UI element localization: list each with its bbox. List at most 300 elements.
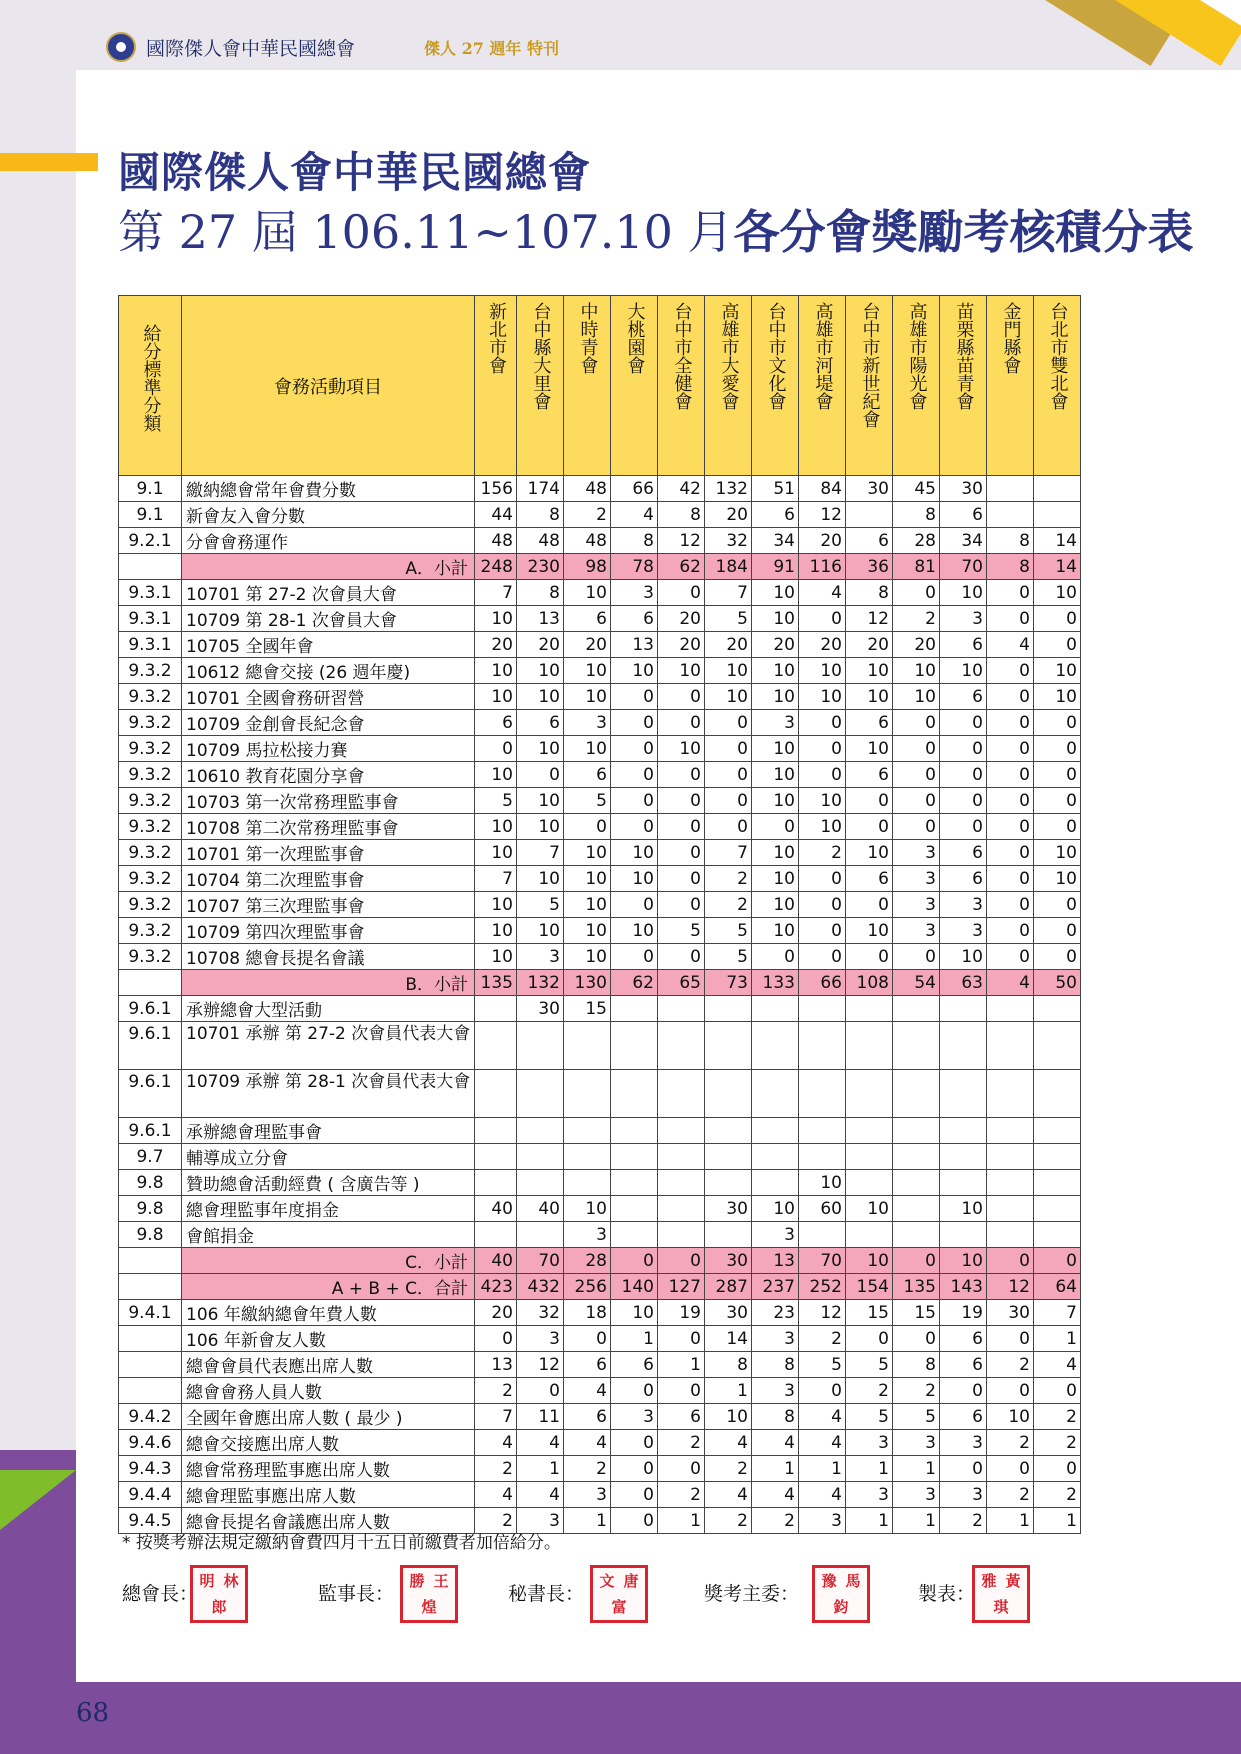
signature-label: 秘書長： (508, 1583, 585, 1605)
score-cell (752, 1144, 799, 1170)
score-cell: 10 (564, 580, 611, 606)
score-cell: 7 (475, 1404, 517, 1430)
activity-cell: 承辦總會大型活動 (182, 996, 475, 1022)
score-cell (846, 1144, 893, 1170)
score-cell: 1 (564, 1508, 611, 1534)
club-header: 台中縣大里會 (517, 296, 564, 476)
score-cell: 10 (475, 658, 517, 684)
category-cell: 9.3.1 (119, 606, 182, 632)
score-cell: 45 (893, 476, 940, 502)
score-cell: 10 (940, 658, 987, 684)
score-cell: 6 (940, 684, 987, 710)
table-row (119, 502, 1081, 528)
score-cell (1034, 1144, 1081, 1170)
category-cell: 9.8 (119, 1196, 182, 1222)
activity-cell: 10707 第三次理監事會 (182, 892, 475, 918)
score-cell: 0 (1034, 762, 1081, 788)
score-cell (517, 1144, 564, 1170)
score-cell: 2 (564, 502, 611, 528)
score-cell: 6 (564, 1404, 611, 1430)
score-cell: 34 (752, 528, 799, 554)
category-cell: 9.3.2 (119, 710, 182, 736)
score-cell (475, 1118, 517, 1144)
activity-cell: 10701 第 27-2 次會員大會 (182, 580, 475, 606)
score-cell (705, 1070, 752, 1118)
score-cell: 10 (752, 918, 799, 944)
score-cell: 0 (705, 710, 752, 736)
score-cell: 8 (752, 1404, 799, 1430)
score-cell: 154 (846, 1274, 893, 1300)
score-cell (1034, 476, 1081, 502)
score-cell: 3 (893, 918, 940, 944)
score-cell: 230 (517, 554, 564, 580)
signature-block (122, 1565, 1082, 1625)
score-cell: 6 (940, 840, 987, 866)
score-cell: 5 (846, 1352, 893, 1378)
score-cell: 2 (658, 1482, 705, 1508)
score-cell: 10 (517, 684, 564, 710)
score-cell (752, 996, 799, 1022)
score-cell (611, 1170, 658, 1196)
score-cell: 13 (517, 606, 564, 632)
score-cell (1034, 1222, 1081, 1248)
score-cell: 10 (611, 658, 658, 684)
score-cell: 3 (517, 1326, 564, 1352)
score-cell: 2 (564, 1456, 611, 1482)
score-cell: 10 (658, 658, 705, 684)
score-cell: 1 (658, 1508, 705, 1534)
score-cell (705, 1118, 752, 1144)
score-cell: 5 (799, 1352, 846, 1378)
score-cell: 73 (705, 970, 752, 996)
title-accent-bar (0, 153, 98, 171)
score-cell: 0 (987, 814, 1034, 840)
score-cell: 2 (1034, 1482, 1081, 1508)
score-cell: 0 (987, 1456, 1034, 1482)
score-cell: 10 (846, 658, 893, 684)
score-cell: 2 (987, 1352, 1034, 1378)
score-cell: 184 (705, 554, 752, 580)
score-cell (987, 1170, 1034, 1196)
score-cell: 12 (987, 1274, 1034, 1300)
score-cell: 10 (846, 840, 893, 866)
title-line2 (118, 196, 1193, 262)
score-cell: 65 (658, 970, 705, 996)
score-cell: 4 (799, 1430, 846, 1456)
score-cell: 6 (564, 762, 611, 788)
score-cell: 3 (752, 1326, 799, 1352)
activity-cell: A + B + C．合計 (182, 1274, 475, 1300)
club-header: 中時青會 (564, 296, 611, 476)
score-cell: 7 (475, 866, 517, 892)
score-cell: 10 (705, 1404, 752, 1430)
score-cell: 0 (564, 814, 611, 840)
score-cell: 1 (611, 1326, 658, 1352)
score-cell (893, 1196, 940, 1222)
category-cell: 9.3.2 (119, 736, 182, 762)
score-cell: 3 (893, 866, 940, 892)
footnote: * 按獎考辦法規定繳納會費四月十五日前繳費者加倍給分。 (122, 1533, 561, 1553)
activity-cell: 10701 第一次理監事會 (182, 840, 475, 866)
score-cell: 10 (611, 1300, 658, 1326)
score-cell: 14 (1034, 528, 1081, 554)
score-cell (799, 1070, 846, 1118)
score-cell: 2 (705, 892, 752, 918)
score-cell (1034, 502, 1081, 528)
score-cell: 60 (799, 1196, 846, 1222)
score-cell: 6 (940, 866, 987, 892)
title-line2-prefix: 第 27 屆 106.11~107.10 月 (118, 205, 734, 259)
score-cell: 0 (705, 736, 752, 762)
club-header: 高雄市河堤會 (799, 296, 846, 476)
activity-cell: 10709 馬拉松接力賽 (182, 736, 475, 762)
score-cell: 3 (893, 892, 940, 918)
score-cell: 2 (475, 1456, 517, 1482)
category-cell: 9.6.1 (119, 996, 182, 1022)
club-header: 台中市文化會 (752, 296, 799, 476)
score-cell: 5 (705, 918, 752, 944)
score-cell: 0 (799, 606, 846, 632)
score-cell (705, 996, 752, 1022)
score-cell: 10 (564, 866, 611, 892)
score-cell: 12 (846, 606, 893, 632)
score-cell: 3 (846, 1430, 893, 1456)
score-cell: 10 (752, 606, 799, 632)
category-cell: 9.3.2 (119, 866, 182, 892)
score-cell (1034, 1070, 1081, 1118)
score-cell: 0 (987, 944, 1034, 970)
score-cell: 6 (752, 502, 799, 528)
score-cell: 28 (564, 1248, 611, 1274)
score-cell: 2 (893, 1378, 940, 1404)
score-cell: 19 (658, 1300, 705, 1326)
score-cell: 0 (658, 788, 705, 814)
score-cell: 8 (846, 580, 893, 606)
score-cell: 10 (846, 1196, 893, 1222)
club-header: 高雄市陽光會 (893, 296, 940, 476)
score-cell: 50 (1034, 970, 1081, 996)
score-cell (987, 1070, 1034, 1118)
score-cell: 78 (611, 554, 658, 580)
score-cell: 10 (846, 918, 893, 944)
score-cell: 70 (799, 1248, 846, 1274)
score-cell: 0 (987, 658, 1034, 684)
score-cell: 0 (987, 1248, 1034, 1274)
score-cell: 19 (940, 1300, 987, 1326)
score-cell: 1 (517, 1456, 564, 1482)
score-cell (893, 1170, 940, 1196)
score-cell: 10 (1034, 658, 1081, 684)
score-cell: 1 (893, 1456, 940, 1482)
score-cell: 6 (611, 606, 658, 632)
score-cell: 10 (658, 736, 705, 762)
score-cell: 10 (564, 1196, 611, 1222)
score-cell: 0 (987, 580, 1034, 606)
score-cell: 0 (475, 736, 517, 762)
score-cell: 0 (987, 892, 1034, 918)
category-cell: 9.3.2 (119, 918, 182, 944)
score-cell: 6 (940, 1326, 987, 1352)
score-cell: 6 (940, 632, 987, 658)
score-cell (987, 1222, 1034, 1248)
score-cell: 8 (752, 1352, 799, 1378)
category-cell: 9.3.1 (119, 632, 182, 658)
score-cell: 133 (752, 970, 799, 996)
score-cell: 6 (940, 1404, 987, 1430)
score-cell: 15 (564, 996, 611, 1022)
activity-cell: B．小計 (182, 970, 475, 996)
decor-corner-stripes (901, 0, 1241, 70)
table-row (119, 1430, 1081, 1456)
score-cell: 6 (940, 1352, 987, 1378)
score-cell (987, 502, 1034, 528)
table-row (119, 1222, 1081, 1248)
table-header-row (119, 296, 1081, 476)
table-row (119, 736, 1081, 762)
score-cell: 30 (846, 476, 893, 502)
score-cell: 0 (705, 814, 752, 840)
score-cell (846, 1118, 893, 1144)
score-cell: 0 (752, 944, 799, 970)
table-body (119, 476, 1081, 1534)
score-cell: 48 (517, 528, 564, 554)
score-cell: 0 (517, 762, 564, 788)
score-cell: 3 (752, 710, 799, 736)
score-cell (893, 996, 940, 1022)
score-cell: 2 (705, 1508, 752, 1534)
score-cell: 10 (752, 788, 799, 814)
score-cell (799, 1144, 846, 1170)
score-cell: 2 (1034, 1404, 1081, 1430)
score-cell (475, 1022, 517, 1070)
score-cell (705, 1222, 752, 1248)
score-cell: 0 (1034, 814, 1081, 840)
score-cell: 0 (893, 944, 940, 970)
score-cell: 4 (987, 970, 1034, 996)
score-cell (846, 1222, 893, 1248)
activity-cell: 總會理監事年度捐金 (182, 1196, 475, 1222)
score-cell: 4 (564, 1430, 611, 1456)
score-cell: 0 (940, 762, 987, 788)
score-cell: 432 (517, 1274, 564, 1300)
score-cell: 127 (658, 1274, 705, 1300)
score-cell: 10 (517, 866, 564, 892)
category-cell: 9.3.2 (119, 658, 182, 684)
score-cell: 10 (940, 1196, 987, 1222)
score-cell (517, 1222, 564, 1248)
score-cell: 143 (940, 1274, 987, 1300)
table-row (119, 840, 1081, 866)
signature-label: 監事長： (318, 1583, 395, 1605)
score-cell: 4 (799, 580, 846, 606)
score-cell: 0 (611, 788, 658, 814)
category-cell: 9.3.2 (119, 814, 182, 840)
score-cell: 10 (752, 736, 799, 762)
score-cell: 0 (611, 1456, 658, 1482)
score-cell: 32 (517, 1300, 564, 1326)
category-cell: 9.3.2 (119, 892, 182, 918)
activity-cell: 總會理監事應出席人數 (182, 1482, 475, 1508)
score-cell: 20 (475, 1300, 517, 1326)
score-cell: 10 (475, 684, 517, 710)
score-cell: 0 (658, 1378, 705, 1404)
score-cell (987, 996, 1034, 1022)
score-cell: 135 (893, 1274, 940, 1300)
score-cell (611, 996, 658, 1022)
score-cell (752, 1118, 799, 1144)
score-cell: 3 (940, 1430, 987, 1456)
score-cell: 0 (799, 762, 846, 788)
score-cell: 20 (705, 632, 752, 658)
score-cell: 10 (846, 684, 893, 710)
score-cell: 10 (475, 892, 517, 918)
score-cell: 132 (517, 970, 564, 996)
score-cell: 6 (475, 710, 517, 736)
score-cell: 4 (987, 632, 1034, 658)
score-cell (893, 1144, 940, 1170)
table-row (119, 1482, 1081, 1508)
score-cell: 248 (475, 554, 517, 580)
score-cell: 0 (893, 788, 940, 814)
score-cell: 0 (658, 840, 705, 866)
club-header: 台中市全健會 (658, 296, 705, 476)
score-cell (846, 502, 893, 528)
score-cell: 10 (799, 814, 846, 840)
score-cell: 7 (475, 580, 517, 606)
subtotal-row (119, 970, 1081, 996)
score-cell: 10 (752, 684, 799, 710)
score-cell: 14 (1034, 554, 1081, 580)
score-cell: 0 (705, 762, 752, 788)
score-cell: 3 (846, 1482, 893, 1508)
score-cell: 3 (611, 1404, 658, 1430)
score-cell: 4 (705, 1482, 752, 1508)
category-cell: 9.4.1 (119, 1300, 182, 1326)
score-cell: 5 (658, 918, 705, 944)
activity-cell: 10701 全國會務研習營 (182, 684, 475, 710)
score-cell: 10 (799, 788, 846, 814)
score-cell: 10 (475, 840, 517, 866)
score-cell: 8 (705, 1352, 752, 1378)
score-cell: 0 (893, 1248, 940, 1274)
category-cell: 9.3.2 (119, 944, 182, 970)
score-cell: 174 (517, 476, 564, 502)
score-cell: 81 (893, 554, 940, 580)
score-cell: 8 (658, 502, 705, 528)
red-seal-stamp: 雅 黃 琪 (972, 1565, 1030, 1623)
table-row (119, 476, 1081, 502)
activity-cell: 10709 承辦 第 28-1 次會員代表大會 (182, 1070, 475, 1118)
score-cell (564, 1070, 611, 1118)
score-cell: 20 (564, 632, 611, 658)
category-cell: 9.6.1 (119, 1070, 182, 1118)
score-cell: 10 (564, 684, 611, 710)
score-cell (799, 1022, 846, 1070)
score-cell: 40 (475, 1248, 517, 1274)
score-cell: 0 (987, 788, 1034, 814)
score-cell: 4 (517, 1430, 564, 1456)
score-cell (517, 1118, 564, 1144)
score-cell: 252 (799, 1274, 846, 1300)
score-cell: 1 (893, 1508, 940, 1534)
table-row (119, 1118, 1081, 1144)
score-cell (940, 1022, 987, 1070)
score-cell: 10 (1034, 684, 1081, 710)
activity-cell: 輔導成立分會 (182, 1144, 475, 1170)
score-cell: 0 (799, 1378, 846, 1404)
score-cell (1034, 1196, 1081, 1222)
score-cell: 0 (1034, 892, 1081, 918)
score-cell (893, 1222, 940, 1248)
score-cell: 108 (846, 970, 893, 996)
score-cell: 0 (846, 1326, 893, 1352)
score-cell: 40 (475, 1196, 517, 1222)
score-cell (752, 1170, 799, 1196)
table-row (119, 658, 1081, 684)
activity-cell: 承辦總會理監事會 (182, 1118, 475, 1144)
score-cell: 30 (517, 996, 564, 1022)
table-row (119, 1378, 1081, 1404)
table-row (119, 1300, 1081, 1326)
score-cell: 0 (658, 1248, 705, 1274)
score-cell: 23 (752, 1300, 799, 1326)
score-cell: 6 (564, 1352, 611, 1378)
score-cell: 237 (752, 1274, 799, 1300)
score-cell (564, 1144, 611, 1170)
activity-cell: 10701 承辦 第 27-2 次會員代表大會 (182, 1022, 475, 1070)
score-cell: 66 (611, 476, 658, 502)
score-cell (893, 1070, 940, 1118)
score-cell: 6 (564, 606, 611, 632)
score-cell: 8 (987, 528, 1034, 554)
score-cell: 36 (846, 554, 893, 580)
score-cell: 91 (752, 554, 799, 580)
score-cell: 8 (987, 554, 1034, 580)
score-cell: 0 (1034, 944, 1081, 970)
table-row (119, 944, 1081, 970)
score-cell: 6 (846, 762, 893, 788)
score-cell: 0 (987, 918, 1034, 944)
score-cell (658, 1196, 705, 1222)
score-cell: 0 (987, 710, 1034, 736)
score-cell: 1 (658, 1352, 705, 1378)
score-cell (846, 1170, 893, 1196)
category-cell: 9.6.1 (119, 1118, 182, 1144)
score-cell: 10 (893, 658, 940, 684)
score-cell: 6 (846, 528, 893, 554)
score-cell: 10 (1034, 840, 1081, 866)
score-cell (940, 1144, 987, 1170)
category-cell: 9.2.1 (119, 528, 182, 554)
red-seal-stamp: 勝 王 煌 (400, 1565, 458, 1623)
header-org: 國際傑人會中華民國總會 (146, 38, 356, 60)
score-cell: 0 (987, 1326, 1034, 1352)
club-header: 苗栗縣苗青會 (940, 296, 987, 476)
category-cell: 9.3.1 (119, 580, 182, 606)
score-cell: 12 (799, 502, 846, 528)
score-cell (475, 1222, 517, 1248)
table-row (119, 918, 1081, 944)
score-cell: 20 (846, 632, 893, 658)
score-cell (611, 1118, 658, 1144)
score-cell: 140 (611, 1274, 658, 1300)
score-cell: 2 (846, 1378, 893, 1404)
score-cell: 0 (658, 710, 705, 736)
score-cell: 3 (611, 580, 658, 606)
score-cell (987, 1196, 1034, 1222)
score-cell (611, 1144, 658, 1170)
activity-cell: 總會會務人員人數 (182, 1378, 475, 1404)
